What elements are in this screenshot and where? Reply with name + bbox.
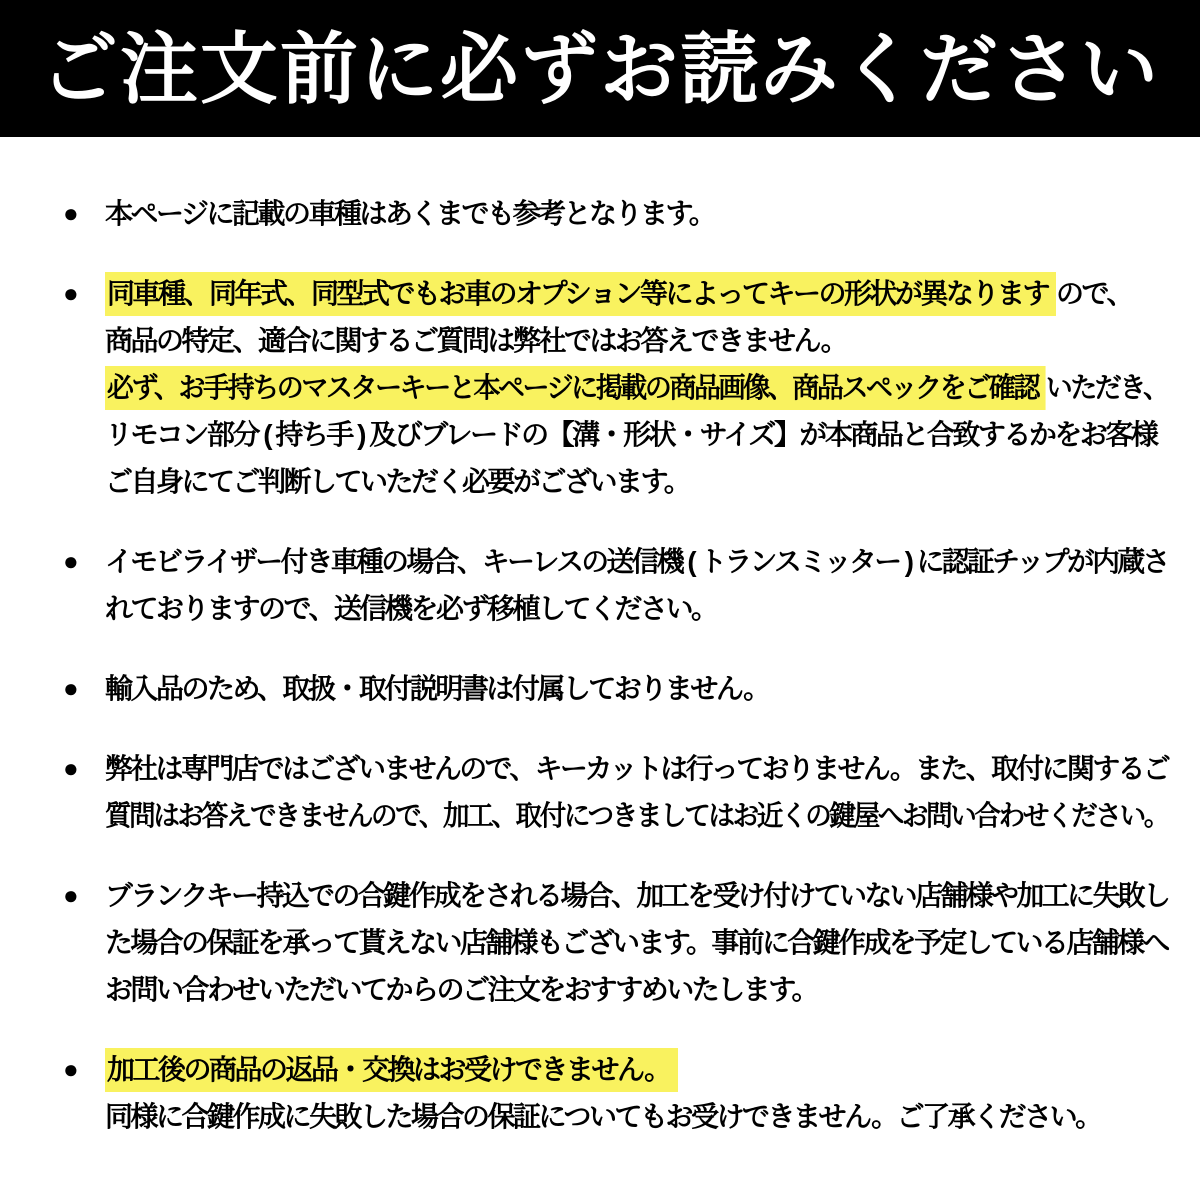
- text-segment: 輸入品のため、取扱・取付説明書は付属しておりません。: [105, 673, 769, 704]
- highlight-segment: 同車種、同年式、同型式でもお車のオプション等によってキーの形状が異なります: [105, 272, 1056, 316]
- text-segment: 商品の特定、適合に関するご質問は弊社ではお答えできません。: [105, 325, 847, 356]
- bullet-icon: ●: [63, 278, 79, 308]
- note-text: [105, 538, 1168, 632]
- note-line-text: [105, 966, 817, 1013]
- bullet-icon: ●: [63, 673, 79, 703]
- note-line: [105, 792, 1168, 839]
- notes-list: [0, 137, 1200, 1140]
- note-line-text: [105, 745, 1168, 792]
- note-item: [63, 538, 1168, 632]
- note-line: [105, 1046, 1168, 1093]
- page-title: ご注文前に必ずお読みください: [39, 24, 1160, 113]
- note-line: [105, 745, 1168, 792]
- note-line: [105, 411, 1168, 458]
- note-item: [63, 190, 1168, 237]
- note-line-text: [105, 585, 716, 632]
- note-line: [105, 966, 1168, 1013]
- note-line-text: [105, 270, 1132, 317]
- text-segment: れておりますので、送信機を必ず移植してください。: [105, 593, 717, 624]
- note-line: [105, 872, 1168, 919]
- bullet-icon: ●: [63, 198, 79, 228]
- note-line-text: [105, 190, 714, 237]
- text-segment: 弊社は専門店ではございませんので、キーカットは行っておりません。また、取付に関するご: [105, 753, 1169, 784]
- note-text: [105, 270, 1168, 505]
- note-line: [105, 317, 1168, 364]
- note-item: [63, 1046, 1168, 1140]
- bullet-icon: ●: [63, 546, 79, 576]
- note-text: [105, 1046, 1168, 1140]
- note-line: [105, 458, 1168, 505]
- note-line: [105, 1093, 1168, 1140]
- text-segment: 同様に合鍵作成に失敗した場合の保証についてもお受けできません。ご了承ください。: [105, 1101, 1101, 1132]
- text-segment: ご自身にてご判断していただく必要がございます。: [105, 466, 690, 497]
- note-line-text: [105, 458, 689, 505]
- highlight-segment: 必ず、お手持ちのマスターキーと本ページに掲載の商品画像、商品スペックをご確認: [105, 366, 1046, 410]
- page-header: [0, 0, 1200, 137]
- highlight-segment: 加工後の商品の返品・交換はお受けできません。: [105, 1048, 678, 1092]
- text-segment: お問い合わせいただいてからのご注文をおすすめいたします。: [105, 974, 818, 1005]
- text-segment: ブランクキー持込での合鍵作成をされる場合、加工を受け付けていない店舗様や加工に失敗し: [105, 880, 1169, 911]
- note-line-text: [105, 317, 846, 364]
- note-line-text: [105, 364, 1168, 411]
- note-text: [105, 190, 1168, 237]
- text-segment: 質問はお答えできませんので、加工、取付につきましてはお近くの鍵屋へお問い合わせください。: [105, 800, 1168, 831]
- note-line-text: [105, 872, 1168, 919]
- bullet-icon: ●: [63, 753, 79, 783]
- text-segment: イモビライザー付き車種の場合、キーレスの送信機 ( トランスミッター ) に認証チップが内蔵さ: [105, 546, 1168, 577]
- text-segment: リモコン部分 ( 持ち手 ) 及びブレードの【溝・形状・サイズ】が本商品と合致するかをお客様: [105, 419, 1157, 450]
- note-line: [105, 585, 1168, 632]
- note-item: [63, 270, 1168, 505]
- note-line-text: [105, 919, 1168, 966]
- text-segment: いただき、: [1045, 372, 1168, 403]
- text-segment: ので、: [1056, 278, 1132, 309]
- note-line: [105, 665, 1168, 712]
- note-line: [105, 270, 1168, 317]
- note-line-text: [105, 1046, 678, 1093]
- text-segment: 本ページに記載の車種はあくまでも参考となります。: [105, 198, 715, 229]
- note-item: [63, 745, 1168, 839]
- note-item: [63, 665, 1168, 712]
- note-line: [105, 190, 1168, 237]
- note-line: [105, 364, 1168, 411]
- note-line-text: [105, 665, 769, 712]
- note-line-text: [105, 1093, 1101, 1140]
- note-item: [63, 872, 1168, 1013]
- note-line: [105, 538, 1168, 585]
- note-line-text: [105, 411, 1156, 458]
- note-line: [105, 919, 1168, 966]
- note-text: [105, 872, 1168, 1013]
- note-line-text: [105, 792, 1168, 839]
- note-line-text: [105, 538, 1168, 585]
- note-text: [105, 745, 1168, 839]
- note-text: [105, 665, 1168, 712]
- text-segment: た場合の保証を承って貰えない店舗様もございます。事前に合鍵作成を予定している店舗様へ: [105, 927, 1168, 958]
- bullet-icon: ●: [63, 1054, 79, 1084]
- bullet-icon: ●: [63, 880, 79, 910]
